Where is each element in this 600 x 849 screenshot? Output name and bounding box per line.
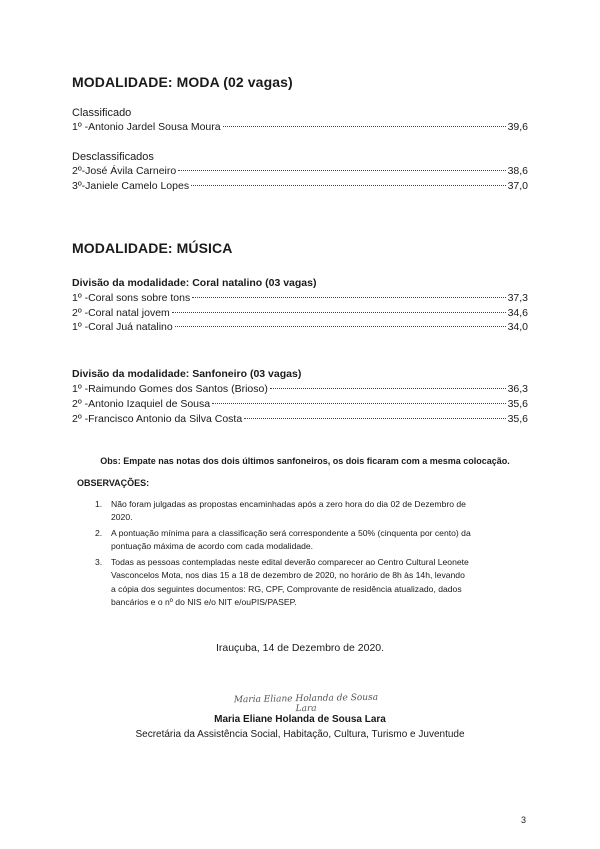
list-item [72, 321, 528, 335]
dot-leader [244, 418, 505, 419]
classificado-label: Classificado [72, 107, 132, 119]
signer-name: Maria Eliane Holanda de Sousa Lara [214, 714, 386, 725]
entry-name: 2º-José Ávila Carneiro [72, 165, 177, 177]
signer-role: Secretária da Assistência Social, Habitação, Cultura, Turismo e Juventude [135, 729, 465, 740]
observation-number: 2. [95, 528, 103, 538]
observation-text: Todas as pessoas contempladas neste edital deverão comparecer ao Centro Cultural Leonete Vasconcelos Mota, nos dias 15 a 18 de dezembro de 2020, no horário de 8h às 14h, levando a cópia dos seguintes documentos: RG, CPF, Comprovante de residência atualizado, dados bancários e o nº do NIS e/o NIT e/ouPIS/PASEP. [111, 557, 469, 607]
observation-item [95, 527, 470, 553]
date-line: Irauçuba, 14 de Dezembro de 2020. [215, 642, 385, 654]
entry-score: 37,3 [507, 292, 528, 304]
list-item [72, 413, 528, 427]
observation-number: 1. [95, 499, 103, 509]
dot-leader [172, 312, 506, 313]
section-title-moda: MODALIDADE: MODA (02 vagas) [72, 74, 293, 90]
observation-number: 3. [95, 557, 103, 567]
entry-score: 34,6 [507, 307, 528, 319]
observation-item [95, 556, 470, 608]
dot-leader [192, 297, 505, 298]
sanfoneiro-division-label: Divisão da modalidade: Sanfoneiro (03 vagas) [72, 368, 302, 380]
entry-name: 2º -Coral natal jovem [72, 307, 170, 319]
list-item [72, 307, 528, 321]
observacoes-title: OBSERVAÇÕES: [77, 478, 150, 488]
entry-score: 36,3 [507, 383, 528, 395]
entry-name: 1º -Raimundo Gomes dos Santos (Brioso) [72, 383, 268, 395]
list-item [72, 121, 528, 135]
desclassificados-label: Desclassificados [72, 151, 154, 163]
entry-name: 2º -Antonio Izaquiel de Sousa [72, 398, 211, 410]
list-item [72, 165, 528, 179]
list-item [72, 383, 528, 397]
entry-score: 35,6 [507, 413, 528, 425]
section-title-musica: MODALIDADE: MÚSICA [72, 240, 233, 256]
dot-leader [191, 185, 505, 186]
entry-name: 2º -Francisco Antonio da Silva Costa [72, 413, 243, 425]
dot-leader [178, 170, 505, 171]
coral-division-label: Divisão da modalidade: Coral natalino (03 vagas) [72, 277, 317, 289]
list-item [72, 292, 528, 306]
observation-item [95, 498, 470, 524]
entry-score: 38,6 [507, 165, 528, 177]
dot-leader [175, 326, 506, 327]
entry-name: 3º-Janiele Camelo Lopes [72, 180, 190, 192]
observation-text: A pontuação mínima para a classificação será correspondente a 50% (cinquenta por cento) da pontuação máxima de acordo com cada modalidade. [111, 528, 471, 552]
entry-score: 35,6 [507, 398, 528, 410]
entry-score: 37,0 [507, 180, 528, 192]
dot-leader [212, 403, 505, 404]
page-number: 3 [521, 815, 527, 825]
dot-leader [223, 126, 506, 127]
entry-name: 1º -Coral Juá natalino [72, 321, 173, 333]
dot-leader [270, 388, 506, 389]
entry-name: 1º -Coral sons sobre tons [72, 292, 191, 304]
entry-score: 39,6 [507, 121, 528, 133]
entry-score: 34,0 [507, 321, 528, 333]
list-item [72, 398, 528, 412]
tie-note: Obs: Empate nas notas dos dois últimos sanfoneiros, os dois ficaram com a mesma colocação. [100, 456, 510, 466]
entry-name: 1º -Antonio Jardel Sousa Moura [72, 121, 221, 133]
list-item [72, 180, 528, 194]
handwritten-signature: Maria Eliane Holanda de Sousa Lara [233, 692, 379, 715]
observation-text: Não foram julgadas as propostas encaminhadas após a zero hora do dia 02 de Dezembro de 2020. [111, 499, 466, 523]
